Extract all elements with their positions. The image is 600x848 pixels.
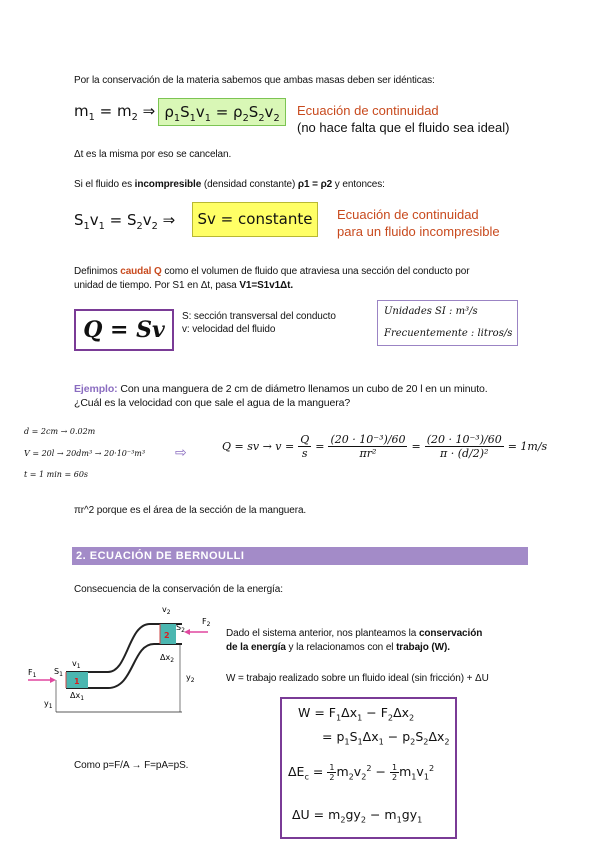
velocity-solution: Q = sv → v = $\frac{Q}{s}$ = $\frac{\text{(20 · 10⁻³)/60}}{\text{πr²}}$ = $\frac{\text{(20 · 10⁻³)/60}}{\text{π · (d/2)²}}$ = 1m/s (222, 433, 548, 460)
caudal-formula-box: Q = Sv (74, 309, 174, 351)
continuity-note: (no hace falta que el fluido sea ideal) (297, 120, 510, 135)
pipe-diagram (22, 600, 222, 728)
continuity-incompressible-label-2: para un fluido incompresible (337, 224, 500, 239)
energy-paragraph: Consecuencia de la conservación de la energía: (74, 584, 283, 595)
area-note: πr^2 porque es el área de la sección de la manguera. (74, 505, 307, 516)
continuity-equation-box: $\rho_1S_1v_1 = \rho_2S_2v_2$ (158, 98, 286, 126)
S1-label: $S_1$ (54, 667, 63, 678)
caudal-definition: Definimos caudal Q como el volumen de fluido que atraviesa una sección del conducto por unidad de tiempo. Por S1 en Δt, pasa V1=S1v1Δt. (74, 266, 470, 291)
mass-equality-equation: $m_1 = m_2$ ⇒ (74, 102, 156, 123)
v1-label: $v_1$ (72, 659, 81, 670)
force-1-arrowhead (50, 677, 56, 683)
intro-paragraph: Por la conservación de la materia sabemos que ambas masas deben ser idénticas: (74, 75, 435, 86)
units-box (377, 300, 518, 346)
dx1-label: $\Delta x_1$ (70, 691, 85, 702)
S2-label: $S_2$ (176, 623, 185, 634)
arrow-icon: ⇨ (175, 444, 187, 460)
potential-energy-equation: $\Delta U = m_2gy_2 - m_1gy_1$ (292, 807, 423, 825)
delta-t-note: Δt es la misma por eso se cancelan. (74, 149, 232, 160)
units-frequent: Frecuentemente : litros/s (384, 328, 513, 339)
data-volume: V = 20l → 20dm³ → 20·10⁻³m³ (24, 449, 146, 458)
F1-label: $F_1$ (28, 668, 37, 679)
section-2-number: 2 (164, 631, 170, 640)
pressure-force-note: Como p=F/A → F=pA=pS. (74, 760, 189, 771)
continuity-incompressible-label-1: Ecuación de continuidad (337, 207, 479, 222)
kinetic-energy-equation: $\Delta E_c$ = $\frac{1}{2}$ $m_2v_2^2$ − $\frac{1}{2}$ $m_1v_1^2$ (288, 763, 435, 783)
energy-equations-box (280, 697, 457, 839)
y2-label: $y_2$ (186, 673, 195, 684)
section-header-bernoulli: 2. ECUACIÓN DE BERNOULLI (72, 547, 528, 565)
example-paragraph: Ejemplo: Con una manguera de 2 cm de diámetro llenamos un cubo de 20 l en un minuto. ¿Cuál es la velocidad con que sale el agua de la manguera? (74, 383, 488, 409)
y1-label: $y_1$ (44, 699, 53, 710)
F2-label: $F_2$ (202, 617, 211, 628)
units-si: Unidades SI : m³/s (384, 306, 478, 317)
work-pressure-equation: = $p_1S_1\Delta x_1 - p_2S_2\Delta x_2$ (322, 729, 450, 747)
flow-equation: $S_1v_1 = S_2v_2$ ⇒ (74, 211, 176, 232)
system-paragraph: Dado el sistema anterior, nos planteamos la conservación de la energía y la relacionamos con el trabajo (W). (226, 628, 483, 653)
section-1-number: 1 (74, 677, 80, 686)
constant-flow-box: Sv = constante (192, 202, 318, 237)
incompressible-paragraph: Si el fluido es incompresible (densidad constante) ρ1 = ρ2 y entonces: (74, 179, 385, 190)
data-diameter: d = 2cm → 0.02m (24, 427, 96, 436)
work-equation: $W = F_1\Delta x_1 - F_2\Delta x_2$ (298, 705, 415, 723)
v2-label: $v_2$ (162, 605, 171, 616)
velocity-description: v: velocidad del fluido (182, 324, 276, 335)
dx2-label: $\Delta x_2$ (160, 653, 175, 664)
data-time: t = 1 min = 60s (24, 470, 89, 479)
work-definition: W = trabajo realizado sobre un fluido ideal (sin fricción) + ΔU (226, 673, 489, 684)
continuity-label: Ecuación de continuidad (297, 103, 439, 118)
section-description: S: sección transversal del conducto (182, 311, 336, 322)
